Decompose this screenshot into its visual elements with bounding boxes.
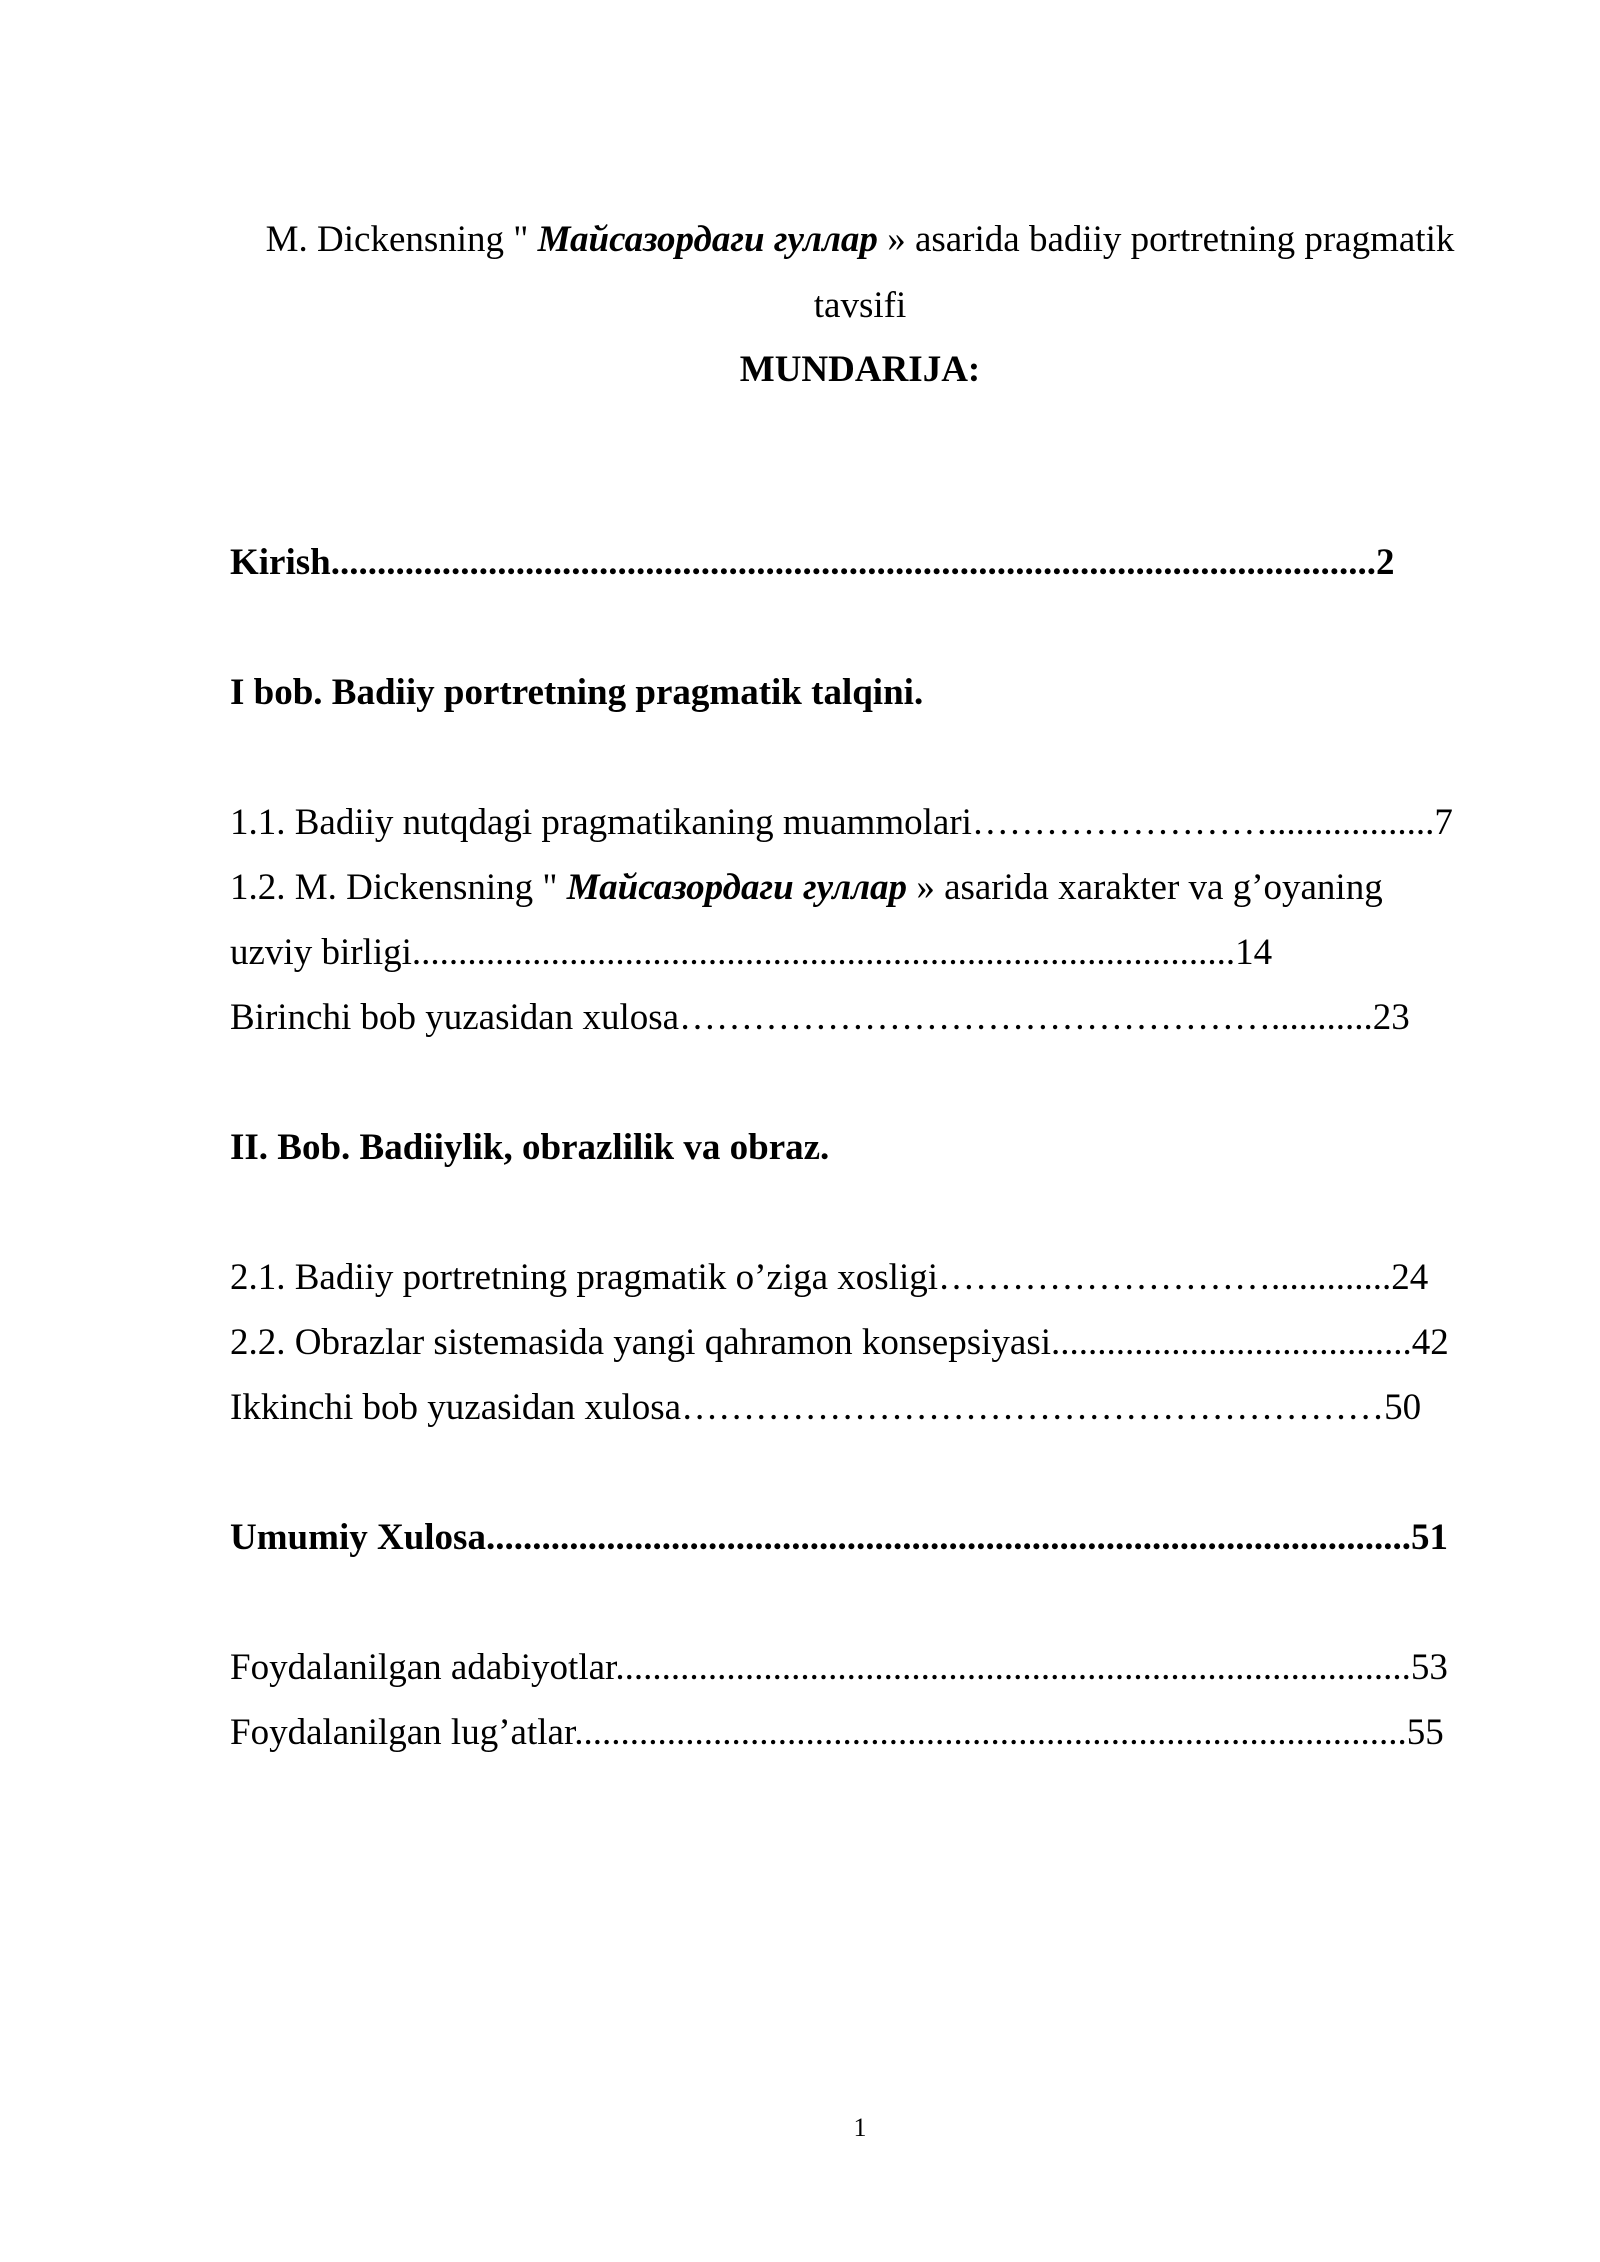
toc-entry-chapter-1-summary: Birinchi bob yuzasidan xulosa…………………………………………...........23 [230,997,1410,1038]
toc-entry-kirish: Kirish.................................................................................................................2 [230,542,1395,583]
toc-entry-1-2-before: 1.2. M. Dickensning " [230,867,567,908]
toc-entry-2-2: 2.2. Obrazlar sistemasida yangi qahramon konsepsiyasi.......................................42 [230,1322,1449,1363]
toc-chapter-2-heading: II. Bob. Badiiylik, obrazlilik va obraz. [230,1127,830,1168]
document-title-line-1 [0,216,1600,264]
title-text-after: » asarida badiiy portretning pragmatik [877,219,1455,260]
toc-entry-references: Foydalanilgan adabiyotlar......................................................................................53 [230,1647,1448,1688]
toc-entry-1-2-continuation: uzviy birligi.........................................................................................14 [230,932,1273,973]
page-number: 1 [853,2113,867,2142]
toc-entry-1-2 [230,864,1383,912]
toc-entry-1-2-after: » asarida xarakter va g’oyaning [907,867,1383,908]
toc-entry-2-1: 2.1. Badiiy portretning pragmatik o’ziga xosligi……………………….............24 [230,1257,1429,1298]
toc-entry-chapter-2-summary: Ikkinchi bob yuzasidan xulosa…………………………………………………50 [230,1387,1422,1428]
title-text-before: M. Dickensning " [265,219,538,260]
toc-entry-conclusion: Umumiy Xulosa....................................................................................................51 [230,1517,1448,1558]
contents-heading: MUNDARIJA: [739,349,981,390]
toc-entry-dictionaries: Foydalanilgan lug’atlar..........................................................................................55 [230,1712,1444,1753]
document-title-line-2: tavsifi [813,285,907,326]
title-work-name: Майсазордаги гуллар [537,219,878,260]
toc-entry-1-1: 1.1. Badiiy nutqdagi pragmatikaning muammolari……………………..................7 [230,802,1453,843]
toc-chapter-1-heading: I bob. Badiiy portretning pragmatik talqini. [230,672,924,713]
toc-entry-1-2-work-name: Майсазордаги гуллар [566,867,908,908]
